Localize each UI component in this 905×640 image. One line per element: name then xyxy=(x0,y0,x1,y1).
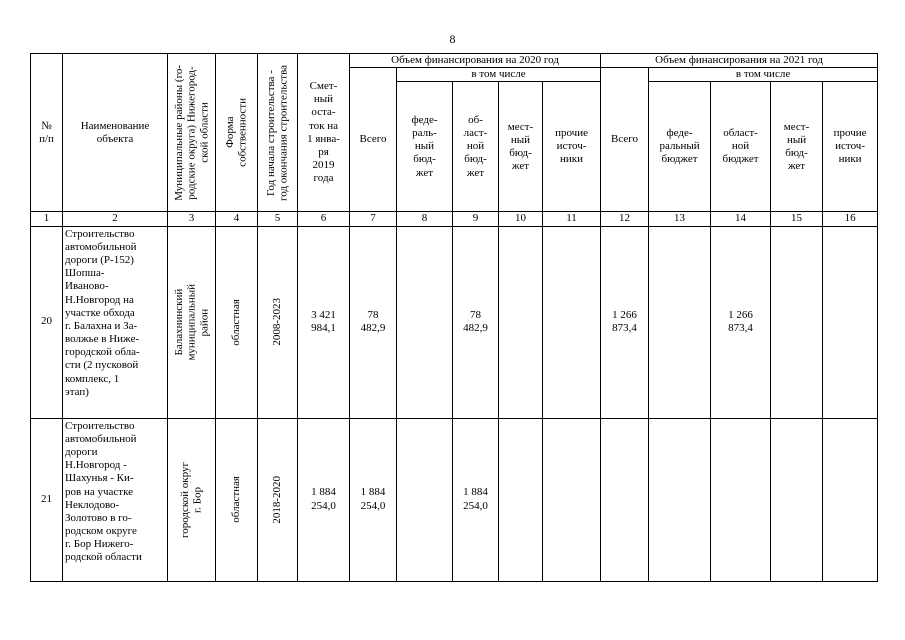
regional-2020: 78 482,9 xyxy=(453,226,499,418)
column-number-row xyxy=(31,212,878,226)
total-2020: 1 884 254,0 xyxy=(350,418,397,581)
table-row xyxy=(31,226,878,418)
row-number: 21 xyxy=(31,418,63,581)
municipal-district: Балахнинский муниципальный район xyxy=(168,226,216,418)
column-number: 5 xyxy=(258,212,298,226)
column-number: 14 xyxy=(711,212,771,226)
other-2021 xyxy=(823,226,878,418)
header-ownership: Форма собственности xyxy=(216,54,258,212)
header-fin2021: Объем финансирования на 2021 год xyxy=(601,54,878,68)
construction-years: 2018-2020 xyxy=(258,418,298,581)
column-number: 1 xyxy=(31,212,63,226)
regional-2020: 1 884 254,0 xyxy=(453,418,499,581)
local-2021 xyxy=(771,226,823,418)
ownership-form: областная xyxy=(216,226,258,418)
column-number: 11 xyxy=(543,212,601,226)
column-number: 2 xyxy=(63,212,168,226)
federal-2020 xyxy=(397,226,453,418)
other-2021 xyxy=(823,418,878,581)
regional-2021 xyxy=(711,418,771,581)
header-fin2020: Объем финансирования на 2020 год xyxy=(350,54,601,68)
total-2021: 1 266 873,4 xyxy=(601,226,649,418)
header-oth2020: прочие источ- ники xyxy=(543,82,601,212)
header-including2020: в том числе xyxy=(397,68,601,82)
federal-2021 xyxy=(649,418,711,581)
column-number: 13 xyxy=(649,212,711,226)
municipal-district: городской округ г. Бор xyxy=(168,418,216,581)
federal-2020 xyxy=(397,418,453,581)
header-total2021: Всего xyxy=(601,68,649,212)
column-number: 15 xyxy=(771,212,823,226)
column-number: 12 xyxy=(601,212,649,226)
column-number: 3 xyxy=(168,212,216,226)
header-no: № п/п xyxy=(31,54,63,212)
regional-2021: 1 266 873,4 xyxy=(711,226,771,418)
column-number: 16 xyxy=(823,212,878,226)
header-including2021: в том числе xyxy=(649,68,878,82)
header-loc2020: мест- ный бюд- жет xyxy=(499,82,543,212)
local-2020 xyxy=(499,226,543,418)
header-municipal: Муниципальные районы (го- родские округа) Нижегород- ской области xyxy=(168,54,216,212)
table-row xyxy=(31,418,878,581)
header-reg2021: област- ной бюджет xyxy=(711,82,771,212)
header-fed2021: феде- ральный бюджет xyxy=(649,82,711,212)
object-name: Строительство автомобильной дороги Н.Новгород - Шахунья - Ки- ров на участке Неклодово- Золотово в го- родском округе г. Бор Нижего- родской области xyxy=(63,418,168,581)
local-2021 xyxy=(771,418,823,581)
ownership-form: областная xyxy=(216,418,258,581)
other-2020 xyxy=(543,418,601,581)
federal-2021 xyxy=(649,226,711,418)
total-2021 xyxy=(601,418,649,581)
header-reg2020: об- ласт- ной бюд- жет xyxy=(453,82,499,212)
header-loc2021: мест- ный бюд- жет xyxy=(771,82,823,212)
financing-table xyxy=(30,53,878,582)
estimate-remainder: 1 884 254,0 xyxy=(298,418,350,581)
total-2020: 78 482,9 xyxy=(350,226,397,418)
column-number: 9 xyxy=(453,212,499,226)
column-number: 7 xyxy=(350,212,397,226)
local-2020 xyxy=(499,418,543,581)
other-2020 xyxy=(543,226,601,418)
header-fed2020: феде- раль- ный бюд- жет xyxy=(397,82,453,212)
column-number: 8 xyxy=(397,212,453,226)
object-name: Строительство автомобильной дороги (Р-152) Шопша- Иваново- Н.Новгород на участке обхода г. Балахна и За- волжье в Нижe- городской обла- сти (2 пусковой комплекс, 1 этап) xyxy=(63,226,168,418)
header-name: Наименование объекта xyxy=(63,54,168,212)
column-number: 10 xyxy=(499,212,543,226)
column-number: 4 xyxy=(216,212,258,226)
header-years: Год начала строительства - год окончания строительства xyxy=(258,54,298,212)
header-estimate: Смет- ный оста- ток на 1 янва- ря 2019 года xyxy=(298,54,350,212)
page-number: 8 xyxy=(449,32,456,46)
header-total2020: Всего xyxy=(350,68,397,212)
construction-years: 2008-2023 xyxy=(258,226,298,418)
header-oth2021: прочие источ- ники xyxy=(823,82,878,212)
row-number: 20 xyxy=(31,226,63,418)
estimate-remainder: 3 421 984,1 xyxy=(298,226,350,418)
column-number: 6 xyxy=(298,212,350,226)
